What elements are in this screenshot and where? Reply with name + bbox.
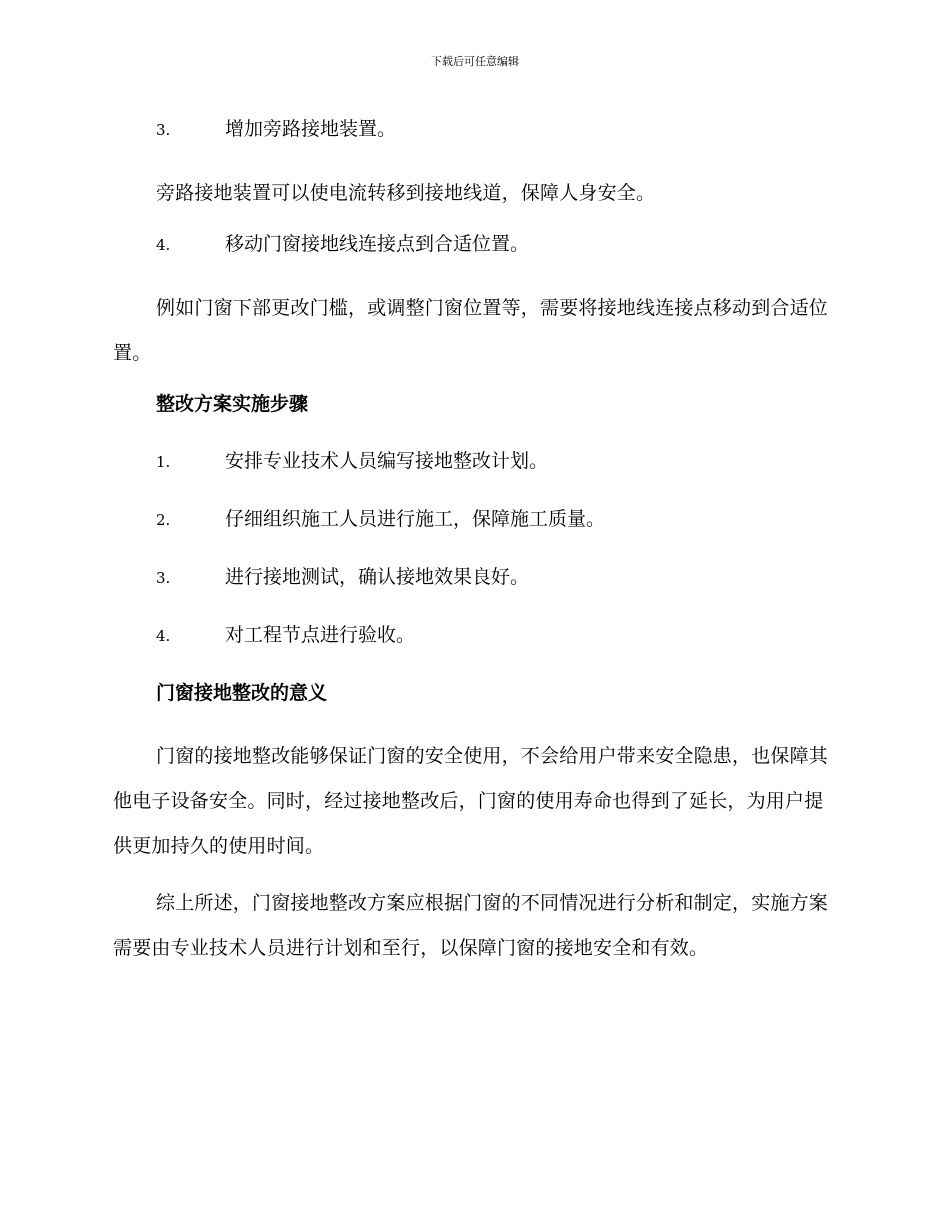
list-item xyxy=(156,619,833,652)
paragraph: 例如门窗下部更改门槛，或调整门窗位置等，需要将接地线连接点移动到合适位置。 xyxy=(113,297,829,364)
section-heading: 门窗接地整改的意义 xyxy=(156,682,328,704)
paragraph: 门窗的接地整改能够保证门窗的安全使用，不会给用户带来安全隐患，也保障其他电子设备安全。同时，经过接地整改后，门窗的使用寿命也得到了延长，为用户提供更加持久的使用时间。 xyxy=(113,745,829,857)
list-item xyxy=(156,561,833,594)
page-header: 下载后可任意编辑 xyxy=(431,55,519,68)
list-number: 4. xyxy=(156,236,171,254)
list-item xyxy=(156,113,833,146)
list-item xyxy=(156,445,833,478)
list-number: 3. xyxy=(156,121,171,139)
list-number: 2. xyxy=(156,511,171,529)
list-number: 3. xyxy=(156,569,171,587)
list-text: 增加旁路接地装置。 xyxy=(225,118,397,140)
list-item xyxy=(156,228,833,261)
list-text: 对工程节点进行验收。 xyxy=(225,624,416,646)
list-text: 进行接地测试，确认接地效果良好。 xyxy=(225,566,530,588)
document-body xyxy=(113,113,833,983)
paragraph: 综上所述，门窗接地整改方案应根据门窗的不同情况进行分析和制定，实施方案需要由专业技术人员进行计划和至行，以保障门窗的接地安全和有效。 xyxy=(113,892,829,959)
list-number: 1. xyxy=(156,453,171,471)
list-number: 4. xyxy=(156,627,171,645)
paragraph: 旁路接地装置可以使电流转移到接地线道，保障人身安全。 xyxy=(156,182,656,204)
section-heading: 整改方案实施步骤 xyxy=(156,393,309,415)
list-text: 安排专业技术人员编写接地整改计划。 xyxy=(225,450,549,472)
list-item xyxy=(156,503,833,536)
list-text: 仔细组织施工人员进行施工，保障施工质量。 xyxy=(225,508,606,530)
list-text: 移动门窗接地线连接点到合适位置。 xyxy=(225,233,530,255)
